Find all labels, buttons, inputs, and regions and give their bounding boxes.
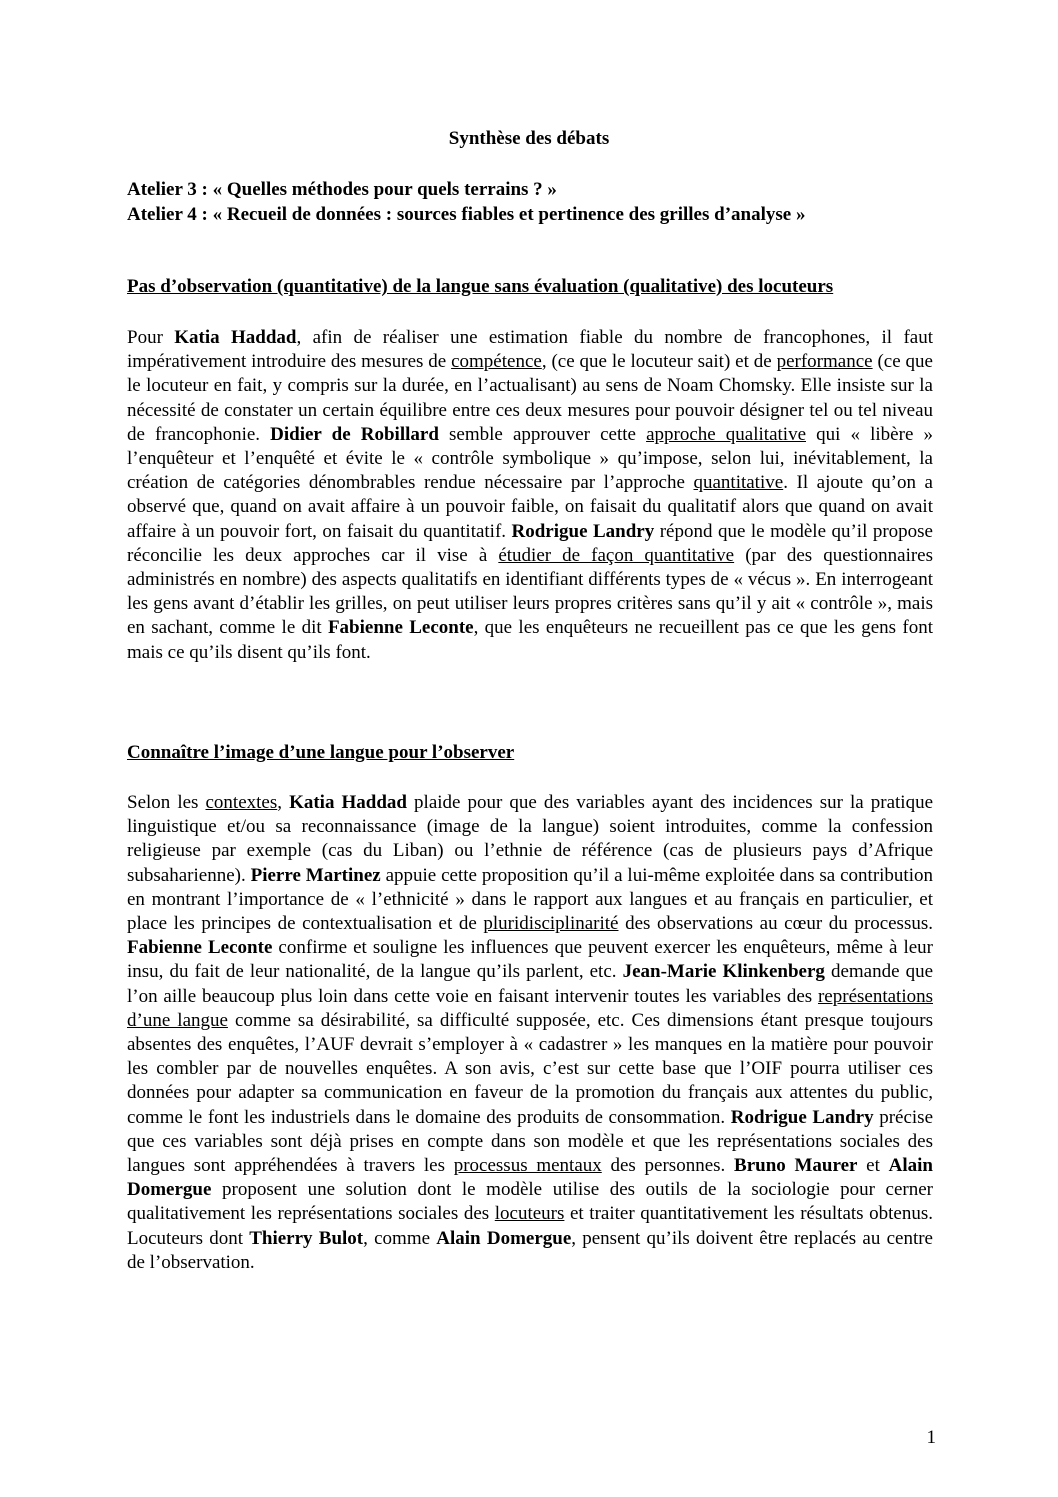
- section-1-heading: Pas d’observation (quantitative) de la langue sans évaluation (qualitative) des locuteurs: [127, 276, 834, 297]
- document-title: Synthèse des débats: [448, 128, 610, 149]
- speaker-name: Alain Domergue: [127, 1155, 933, 1201]
- paragraph-text: semble approuver cette: [438, 423, 647, 445]
- paragraph-text: appuie cette proposition qu’il a lui-même exploitée dans sa contribution en montrant l’importance de « l’ethnicité » dans le rapport aux langues et au français en particulier, et place les principes de contextualisation et de: [127, 864, 933, 935]
- speaker-name: Jean-Marie Klinkenberg: [622, 961, 825, 983]
- underlined-term: processus mentaux: [453, 1155, 602, 1177]
- underlined-term: locuteurs: [494, 1203, 565, 1225]
- paragraph-text: plaide pour que des variables ayant des incidences sur la pratique linguistique et/ou sa reconnaissance (image de la langue) soient introduites, comme la confession religieuse par exemple (cas du Liban) ou l’ethnie de référence (cas de plusieurs pays d’Afrique subsaharienne).: [127, 792, 934, 886]
- paragraph-text: (par des questionnaires administrés en nombre) des aspects qualitatifs en identifiant différents types de « vécus ». En interrogeant les gens avant d’établir les grilles, on peut utiliser leurs propres critères sans qu’il y ait « contrôle », mais en sachant, comme le dit: [127, 544, 934, 639]
- paragraph-text: Pour: [127, 327, 175, 348]
- paragraph-text: et: [857, 1155, 889, 1177]
- paragraph-text: , pensent qu’ils doivent être replacés au centre de l’observation.: [127, 1227, 933, 1273]
- speaker-name: Didier de Robillard: [270, 423, 439, 445]
- underlined-term: contextes: [205, 792, 278, 813]
- paragraph-text: proposent une solution dont le modèle utilise des outils de la sociologie pour cerner qualitativement les représentations sociales des: [127, 1179, 933, 1225]
- underlined-term: compétence: [451, 351, 542, 373]
- speaker-name: Katia Haddad: [174, 327, 297, 348]
- paragraph-text: et traiter quantitativement les résultats obtenus. Locuteurs dont: [127, 1203, 933, 1249]
- paragraph-text: précise que ces variables sont déjà prises en compte dans son modèle et que les représentations sociales des langues sont appréhendées à travers les: [127, 1106, 934, 1177]
- underlined-term: étudier de façon quantitative: [498, 544, 735, 566]
- page-number: 1: [926, 1427, 936, 1448]
- paragraph-text: , (ce que le locuteur sait) et de: [541, 351, 777, 373]
- speaker-name: Bruno Maurer: [734, 1155, 858, 1177]
- paragraph-text: . Il ajoute qu’on a observé que, quand on avait affaire à un pouvoir faible, on faisait du qualitatif alors que quand on avait affaire à un pouvoir fort, on faisait du quantitatif.: [127, 472, 933, 542]
- speaker-name: Thierry Bulot: [249, 1227, 364, 1249]
- speaker-name: Fabienne Leconte: [327, 617, 474, 639]
- section-1-paragraph: [127, 326, 933, 665]
- paragraph-text: ,: [277, 792, 290, 813]
- paragraph-text: , afin de réaliser une estimation fiable du nombre de francophones, il faut impérativement introduire des mesures de: [127, 327, 933, 373]
- paragraph-text: demande que l’on aille beaucoup plus loin dans cette voie en faisant intervenir toutes les variables des: [127, 961, 934, 1007]
- paragraph-text: comme sa désirabilité, sa difficulté supposée, etc. Ces dimensions étant presque toujours absentes des enquêtes, l’AUF devrait s’employer à « cadastrer » les manques en la matière pour pouvoir les combler par de nouvelles enquêtes. A son avis, c’est sur cette base que l’OIF pourra utiliser ces données pour adapter sa communication en faveur de la promotion du français aux attentes du public, comme le font les industriels dans le domaine des produits de consommation.: [127, 1009, 933, 1128]
- paragraph-text: confirme et souligne les influences que peuvent exercer les enquêteurs, même à leur insu, du fait de leur nationalité, de la langue qu’ils parlent, etc.: [127, 937, 933, 983]
- paragraph-text: , que les enquêteurs ne recueillent pas ce que les gens font mais ce qu’ils disent qu’ils font.: [127, 617, 933, 663]
- paragraph-text: Selon les: [127, 792, 206, 813]
- section-2-paragraph: [127, 791, 933, 1275]
- atelier-4-heading: Atelier 4 : « Recueil de données : sources fiables et pertinence des grilles d’analyse »: [127, 204, 806, 225]
- atelier-3-heading: Atelier 3 : « Quelles méthodes pour quels terrains ? »: [127, 179, 557, 200]
- underlined-term: approche qualitative: [646, 423, 806, 445]
- underlined-term: pluridisciplinarité: [483, 913, 619, 935]
- speaker-name: Rodrigue Landry: [511, 520, 655, 542]
- speaker-name: Fabienne Leconte: [127, 937, 273, 959]
- paragraph-text: qui « libère » l’enquêteur et l’enquêté et évite le « contrôle symbolique » qu’impose, selon lui, inévitablement, la création de catégories dénombrables rendue nécessaire par l’approche: [127, 423, 933, 494]
- speaker-name: Pierre Martinez: [250, 864, 381, 886]
- speaker-name: Rodrigue Landry: [730, 1106, 874, 1128]
- speaker-name: Alain Domergue: [436, 1227, 572, 1249]
- paragraph-text: des personnes.: [601, 1155, 735, 1177]
- underlined-term: quantitative: [693, 472, 784, 494]
- section-2-heading: Connaître l’image d’une langue pour l’observer: [127, 742, 515, 763]
- speaker-name: Katia Haddad: [289, 792, 407, 813]
- underlined-term: performance: [776, 351, 873, 373]
- paragraph-text: , comme: [363, 1227, 437, 1249]
- underlined-term: représentations d’une langue: [127, 985, 933, 1031]
- paragraph-text: répond que le modèle qu’il propose réconcilie les deux approches car il vise à: [127, 520, 933, 566]
- paragraph-text: des observations au cœur du processus.: [618, 913, 933, 935]
- paragraph-text: (ce que le locuteur en fait, y compris sur la durée, en l’actualisant) au sens de Noam Chomsky. Elle insiste sur la nécessité de constater un certain équilibre entre ces deux mesures pour pouvoir désigner tel ou tel niveau de francophonie.: [127, 351, 933, 445]
